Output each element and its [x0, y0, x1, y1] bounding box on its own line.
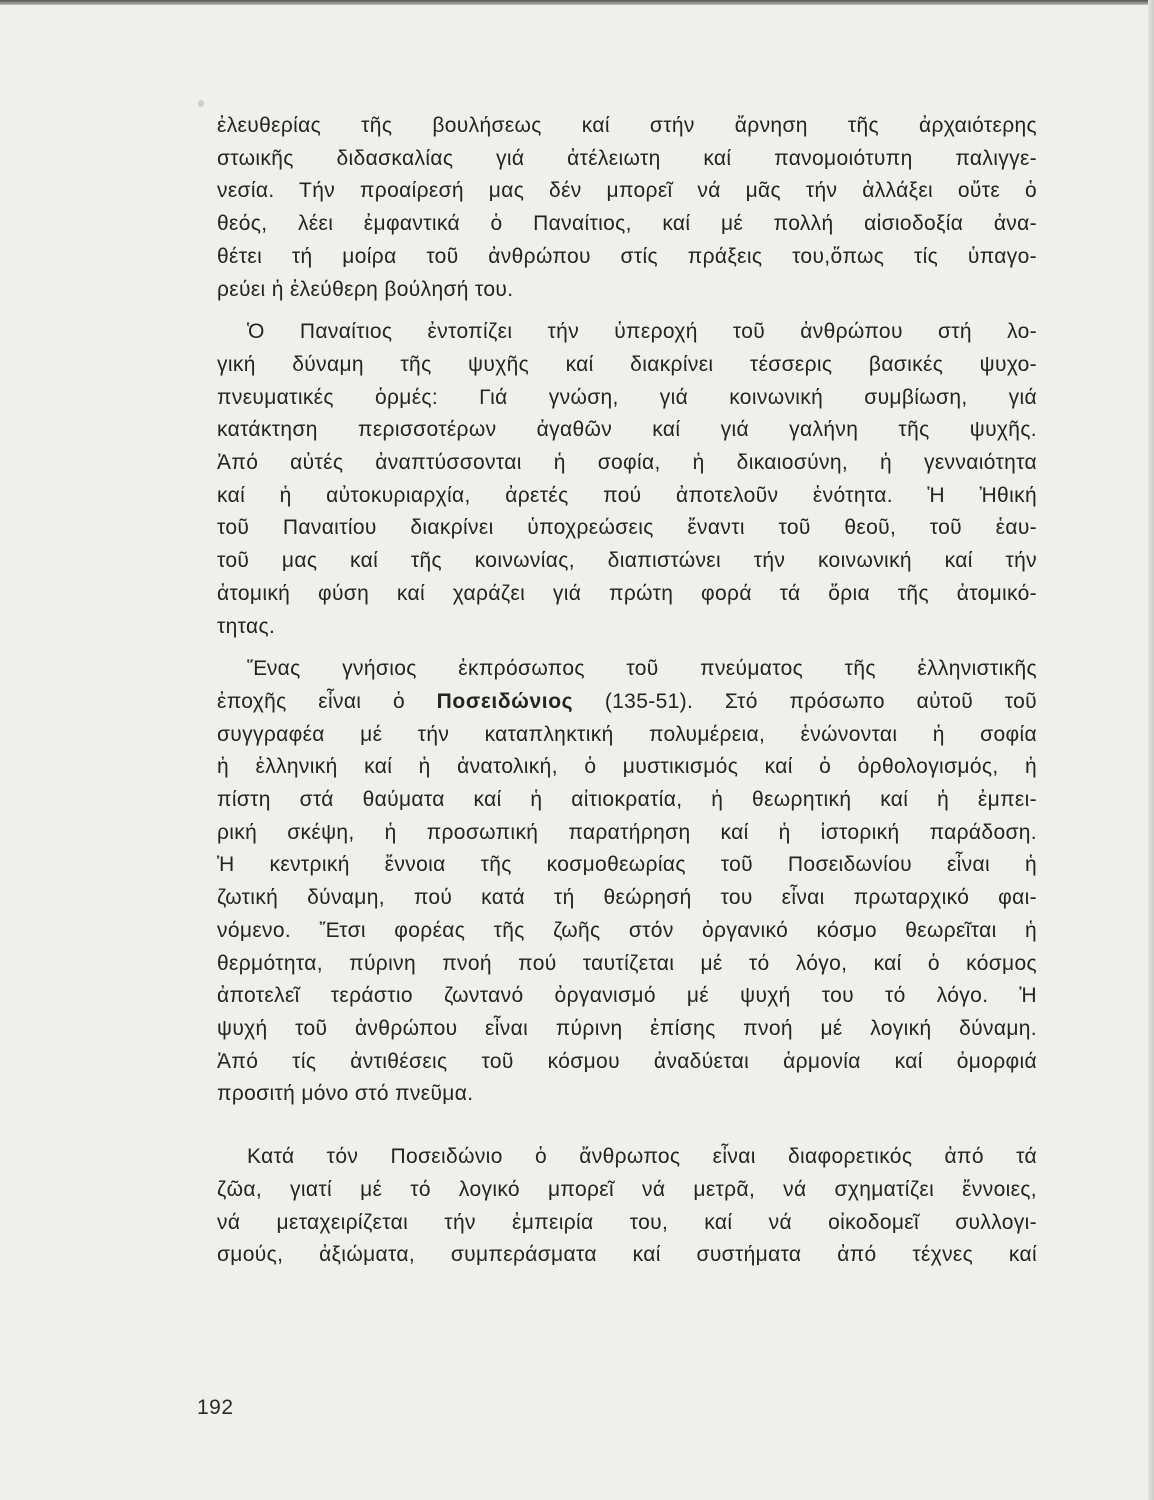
paper-speck: [198, 100, 204, 107]
paragraph-3: [217, 653, 1037, 1111]
text-line: νόμενο. Ἔτσι φορέας τῆς ζωῆς στόν ὀργανικό κόσμο θεωρεῖται ἡ: [217, 918, 1037, 942]
text-line: τοῦ μας καί τῆς κοινωνίας, διαπιστώνει τήν κοινωνική καί τήν: [217, 549, 1037, 573]
text-line: ἀποτελεῖ τεράστιο ζωντανό ὀργανισμό μέ ψυχή του τό λόγο. Ἡ: [217, 984, 1037, 1008]
text-segment: (135-51). Στό πρόσωπο αὐτοῦ τοῦ: [604, 689, 1038, 713]
text-line: ψυχή τοῦ ἀνθρώπου εἶναι πύρινη ἐπίσης πνοή μέ λογική δύναμη.: [217, 1016, 1037, 1040]
text-line: Ἀπό αὐτές ἀναπτύσσονται ἡ σοφία, ἡ δικαιοσύνη, ἡ γενναιότητα: [217, 451, 1037, 475]
bold-name-poseidonios: Ποσειδώνιος: [436, 689, 574, 713]
text-line: νά μεταχειρίζεται τήν ἐμπειρία του, καί νά οἰκοδομεῖ συλλογι-: [217, 1210, 1037, 1234]
text-line: προσιτή μόνο στό πνεῦμα.: [217, 1082, 474, 1106]
text-line: γική δύναμη τῆς ψυχῆς καί διακρίνει τέσσερις βασικές ψυχο-: [217, 352, 1037, 376]
page-body: [217, 110, 1037, 1272]
text-line: ἐλευθερίας τῆς βουλήσεως καί στήν ἄρνηση τῆς ἀρχαιότερης: [217, 114, 1037, 137]
text-line: ἡ ἑλληνική καί ἡ ἀνατολική, ὁ μυστικισμός καί ὁ ὀρθολογισμός, ἡ: [217, 755, 1037, 779]
paragraph-4: [217, 1141, 1037, 1272]
text-line: καί ἡ αὐτοκυριαρχία, ἀρετές πού ἀποτελοῦν ἑνότητα. Ἡ Ἠθική: [217, 483, 1037, 507]
paragraph-gap: [217, 306, 1037, 316]
text-line: Ἡ κεντρική ἔννοια τῆς κοσμοθεωρίας τοῦ Ποσειδωνίου εἶναι ἡ: [217, 853, 1037, 877]
text-line-with-name: [217, 686, 1037, 719]
text-line: θερμότητα, πύρινη πνοή πού ταυτίζεται μέ τό λόγο, καί ὁ κόσμος: [217, 951, 1037, 975]
text-line: Κατά τόν Ποσειδώνιο ὁ ἄνθρωπος εἶναι διαφορετικός ἀπό τά: [247, 1145, 1037, 1169]
text-line: συγγραφέα μέ τήν καταπληκτική πολυμέρεια, ἑνώνονται ἡ σοφία: [217, 722, 1037, 746]
paragraph-1: [217, 110, 1037, 306]
scan-right-edge-shadow: [1148, 0, 1154, 1500]
text-line: ἀτομική φύση καί χαράζει γιά πρώτη φορά τά ὅρια τῆς ἀτομικό-: [217, 581, 1037, 605]
text-line: στωικῆς διδασκαλίας γιά ἀτέλειωτη καί πανομοιότυπη παλιγγε-: [217, 146, 1037, 170]
text-line: τοῦ Παναιτίου διακρίνει ὑποχρεώσεις ἔναντι τοῦ θεοῦ, τοῦ ἑαυ-: [217, 516, 1037, 540]
paragraph-gap: [217, 1111, 1037, 1141]
scan-top-edge-shadow: [0, 0, 1154, 5]
text-line: θέτει τή μοίρα τοῦ ἀνθρώπου στίς πράξεις του,ὅπως τίς ὑπαγο-: [217, 244, 1037, 268]
text-line: Ὁ Παναίτιος ἐντοπίζει τήν ὑπεροχή τοῦ ἀνθρώπου στή λο-: [247, 320, 1037, 344]
text-line: τητας.: [217, 614, 276, 638]
paragraph-gap: [217, 643, 1037, 653]
text-line: νεσία. Τήν προαίρεσή μας δέν μπορεῖ νά μᾶς τήν ἀλλάξει οὔτε ὁ: [217, 179, 1037, 203]
text-line: ρική σκέψη, ἡ προσωπική παρατήρηση καί ἡ ἱστορική παράδοση.: [217, 820, 1037, 844]
text-line: σμούς, ἀξιώματα, συμπεράσματα καί συστήματα ἀπό τέχνες καί: [217, 1243, 1037, 1267]
text-line: Ἕνας γνήσιος ἐκπρόσωπος τοῦ πνεύματος τῆς ἑλληνιστικῆς: [247, 657, 1037, 681]
text-line: πνευματικές ὁρμές: Γιά γνώση, γιά κοινωνική συμβίωση, γιά: [217, 385, 1037, 409]
text-line: Ἀπό τίς ἀντιθέσεις τοῦ κόσμου ἀναδύεται ἁρμονία καί ὀμορφιά: [217, 1049, 1037, 1073]
paragraph-2: [217, 316, 1037, 643]
text-line: ρεύει ἡ ἐλεύθερη βούλησή του.: [217, 277, 514, 301]
text-line: πίστη στά θαύματα καί ἡ αἰτιοκρατία, ἡ θεωρητική καί ἡ ἐμπει-: [217, 788, 1037, 812]
text-line: θεός, λέει ἐμφαντικά ὁ Παναίτιος, καί μέ πολλή αἰσιοδοξία ἀνα-: [217, 212, 1037, 236]
text-line: ζῶα, γιατί μέ τό λογικό μπορεῖ νά μετρᾶ, νά σχηματίζει ἔννοιες,: [217, 1177, 1037, 1201]
page-number: 192: [197, 1396, 234, 1419]
text-line: κατάκτηση περισσοτέρων ἀγαθῶν καί γιά γαλήνη τῆς ψυχῆς.: [217, 418, 1037, 442]
text-segment: ἐποχῆς εἶναι ὁ: [217, 689, 405, 713]
text-line: ζωτική δύναμη, πού κατά τή θεώρησή του εἶναι πρωταρχικό φαι-: [217, 886, 1037, 910]
